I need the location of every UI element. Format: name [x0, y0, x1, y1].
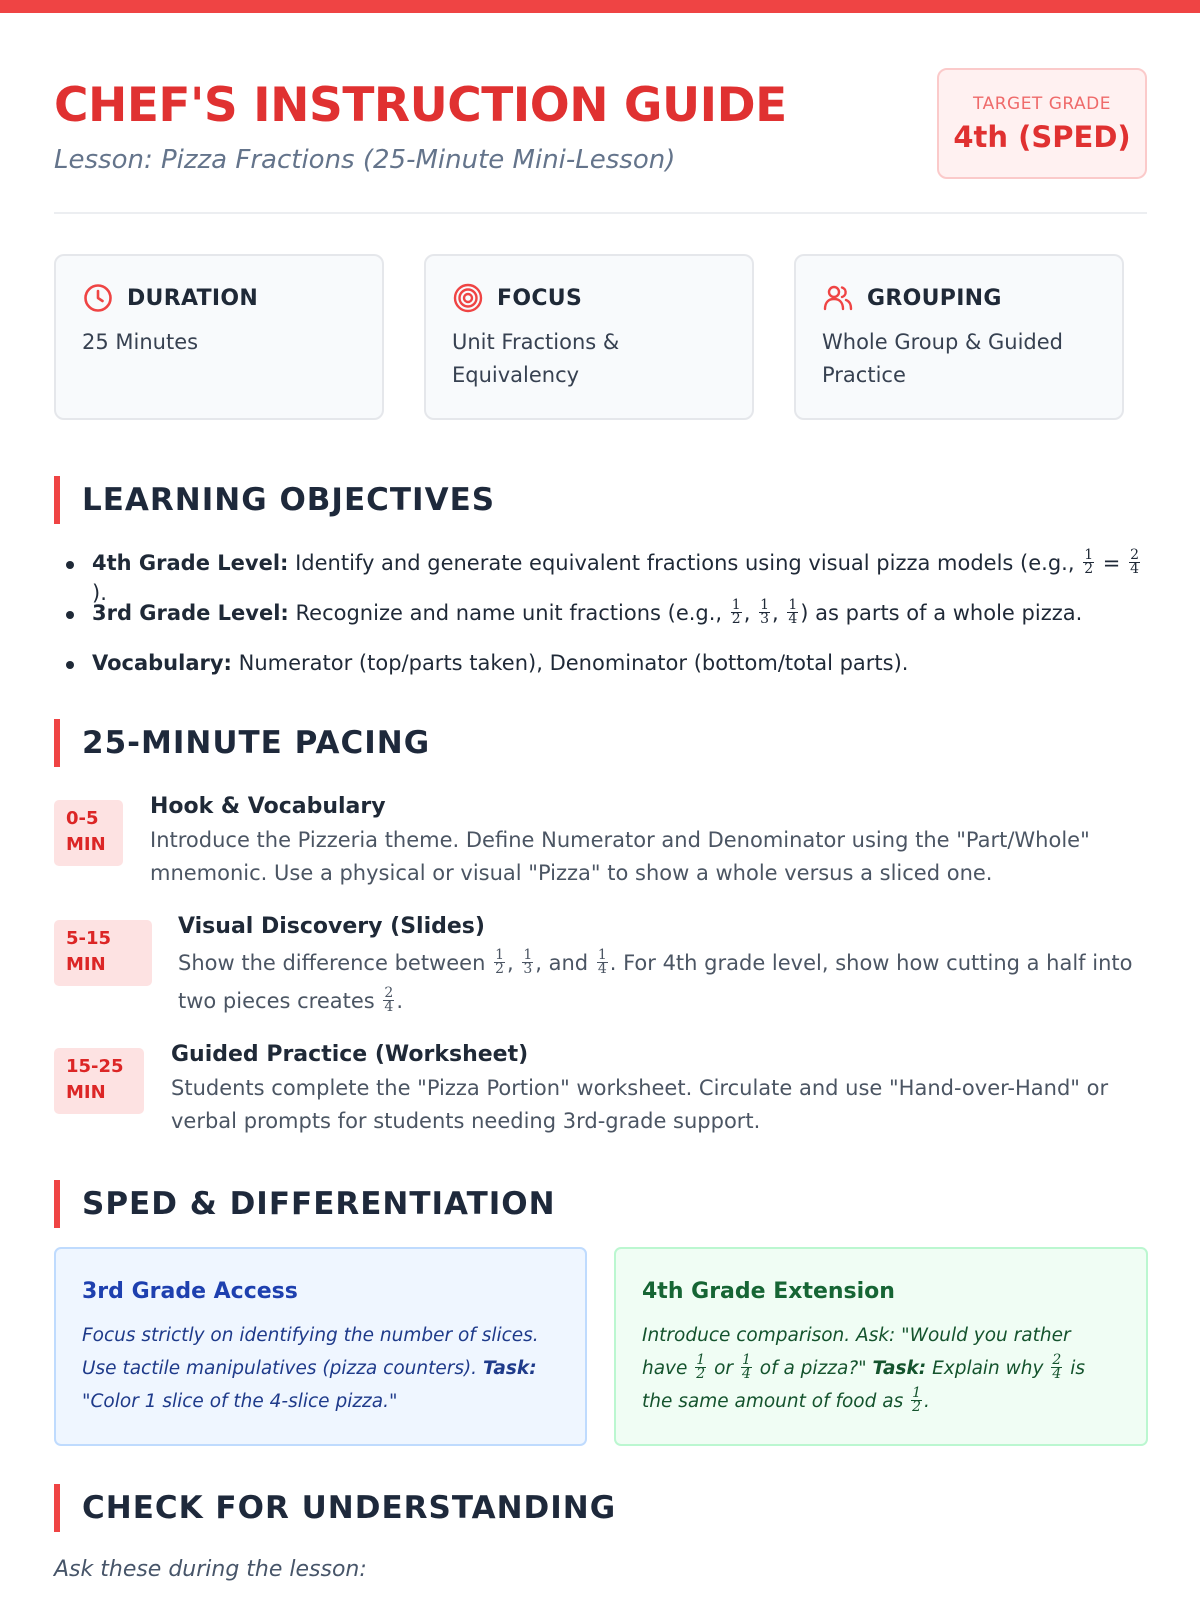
- focus-card: [424, 254, 754, 420]
- fraction: $\frac{1}{2}$: [1084, 546, 1094, 577]
- pacing-heading: [54, 719, 430, 767]
- objective-item: 3rd Grade Level: Recognize and name unit fractions (e.g., $\frac{1}{2}$ , $\frac{1}{3}$ , $\frac{1}{4}$ ) as parts of a whole pizza.: [54, 598, 1154, 648]
- objective-text: Recognize and name unit fractions (e.g.,: [295, 601, 729, 625]
- time-unit: MIN: [66, 954, 106, 975]
- fraction: $\frac{1}{4}$: [597, 946, 607, 977]
- pacing-content: [171, 1040, 1151, 1138]
- objective-text-end: ).: [92, 581, 107, 605]
- header: [54, 13, 1147, 214]
- objective-item: [54, 648, 1154, 698]
- check-intro: Ask these during the lesson:: [54, 1557, 367, 1582]
- pacing-step: [54, 1040, 1154, 1140]
- lesson-subtitle: Lesson: Pizza Fractions (25-Minute Mini-Lesson): [54, 145, 676, 175]
- fraction: $\frac{1}{4}$: [788, 596, 798, 627]
- grade3-access-card: [54, 1247, 587, 1446]
- objective-text: Numerator (top/parts taken), Denominator (bottom/total parts).: [238, 651, 909, 675]
- step-text: Students complete the "Pizza Portion" worksheet. Circulate and use "Hand-over-Hand" or verbal prompts for students needing 3rd-grade support.: [171, 1076, 1109, 1133]
- pacing-title: 25-MINUTE PACING: [82, 725, 431, 761]
- users-icon: [822, 282, 854, 314]
- time-badge: [54, 1048, 144, 1114]
- objectives-heading: [54, 476, 495, 524]
- page: [0, 13, 1200, 420]
- extension-title: 4th Grade Extension: [642, 1279, 895, 1304]
- fraction: $\frac{2}{4}$: [1130, 546, 1139, 577]
- step-title: Hook & Vocabulary: [150, 794, 386, 819]
- fraction: $\frac{1}{3}$: [523, 946, 533, 977]
- equals-sign: =: [1096, 551, 1128, 575]
- top-accent-bar: [0, 0, 1200, 13]
- page-title: CHEF'S INSTRUCTION GUIDE: [54, 78, 787, 133]
- fraction: $\frac{1}{2}$: [731, 596, 741, 627]
- fraction: $\frac{2}{4}$: [1052, 1351, 1062, 1382]
- pacing-step: [54, 912, 1154, 1022]
- duration-card: [54, 254, 384, 420]
- time-badge: [54, 920, 152, 986]
- step-title: Visual Discovery (Slides): [178, 914, 485, 939]
- focus-label: FOCUS: [497, 285, 583, 311]
- time-range: 15-25: [66, 1056, 124, 1077]
- step-text: Show the difference between $\frac{1}{2}$ , $\frac{1}{3}$ , and $\frac{1}{4}$ . For 4th grade level, show how cutting a half into two pieces creates $\frac{2}{4}$ .: [178, 946, 1133, 1015]
- time-unit: MIN: [66, 834, 106, 855]
- fraction: $\frac{1}{2}$: [696, 1351, 706, 1382]
- fraction: $\frac{1}{4}$: [741, 1351, 751, 1382]
- grouping-value: Whole Group & Guided Practice: [822, 330, 1064, 387]
- focus-value: Unit Fractions & Equivalency: [452, 330, 620, 387]
- objective-label: Vocabulary:: [92, 651, 232, 675]
- fraction: $\frac{1}{2}$: [495, 946, 504, 977]
- step-text: Introduce the Pizzeria theme. Define Numerator and Denominator using the "Part/Whole" mnemonic. Use a physical or visual "Pizza" to show a whole versus a sliced one.: [150, 828, 1090, 885]
- target-icon: [452, 282, 484, 314]
- objectives-title: LEARNING OBJECTIVES: [82, 482, 496, 518]
- extension-text: Introduce comparison. Ask: "Would you rather have $\frac{1}{2}$ or $\frac{1}{4}$ of a pizza?" Task: Explain why $\frac{2}{4}$ is the same amount of food as $\frac{1}{2}$ .: [642, 1325, 1085, 1415]
- differentiation-heading: [54, 1180, 556, 1228]
- fraction: $\frac{1}{3}$: [760, 596, 769, 627]
- grouping-card: [794, 254, 1124, 420]
- fraction: $\frac{2}{4}$: [384, 984, 394, 1015]
- fraction: $\frac{1}{2}$: [912, 1384, 922, 1415]
- time-unit: MIN: [66, 1082, 106, 1103]
- check-title: CHECK FOR UNDERSTANDING: [82, 1490, 617, 1526]
- target-grade-value: 4th (SPED): [953, 120, 1131, 154]
- differentiation-title: SPED & DIFFERENTIATION: [82, 1186, 556, 1222]
- grouping-label: GROUPING: [867, 285, 1002, 311]
- target-grade-label: TARGET GRADE: [973, 94, 1111, 114]
- check-heading: [54, 1484, 616, 1532]
- clock-icon: [82, 282, 114, 314]
- access-text: Focus strictly on identifying the number of slices. Use tactile manipulatives (pizza counters). Task: "Color 1 slice of the 4-slice pizza.": [82, 1325, 539, 1412]
- objective-item: [54, 546, 1154, 605]
- target-grade-badge: [937, 68, 1147, 179]
- duration-value: 25 Minutes: [82, 330, 199, 354]
- time-badge: [54, 800, 123, 866]
- objective-text-end: ) as parts of a whole pizza.: [800, 601, 1083, 625]
- pacing-content: [178, 912, 1158, 1020]
- objective-label: 4th Grade Level:: [92, 551, 289, 575]
- duration-label: DURATION: [127, 285, 259, 311]
- time-range: 0-5: [66, 808, 99, 829]
- objectives-list: [54, 548, 1154, 698]
- grade4-extension-card: [614, 1247, 1148, 1446]
- time-range: 5-15: [66, 928, 112, 949]
- pacing-content: [150, 792, 1154, 890]
- pacing-step: [54, 792, 1154, 892]
- step-title: Guided Practice (Worksheet): [171, 1042, 529, 1067]
- objective-label: 3rd Grade Level:: [92, 601, 289, 625]
- info-cards: [54, 254, 1147, 420]
- objective-text: Identify and generate equivalent fractions using visual pizza models (e.g.,: [295, 551, 1082, 575]
- access-title: 3rd Grade Access: [82, 1279, 298, 1304]
